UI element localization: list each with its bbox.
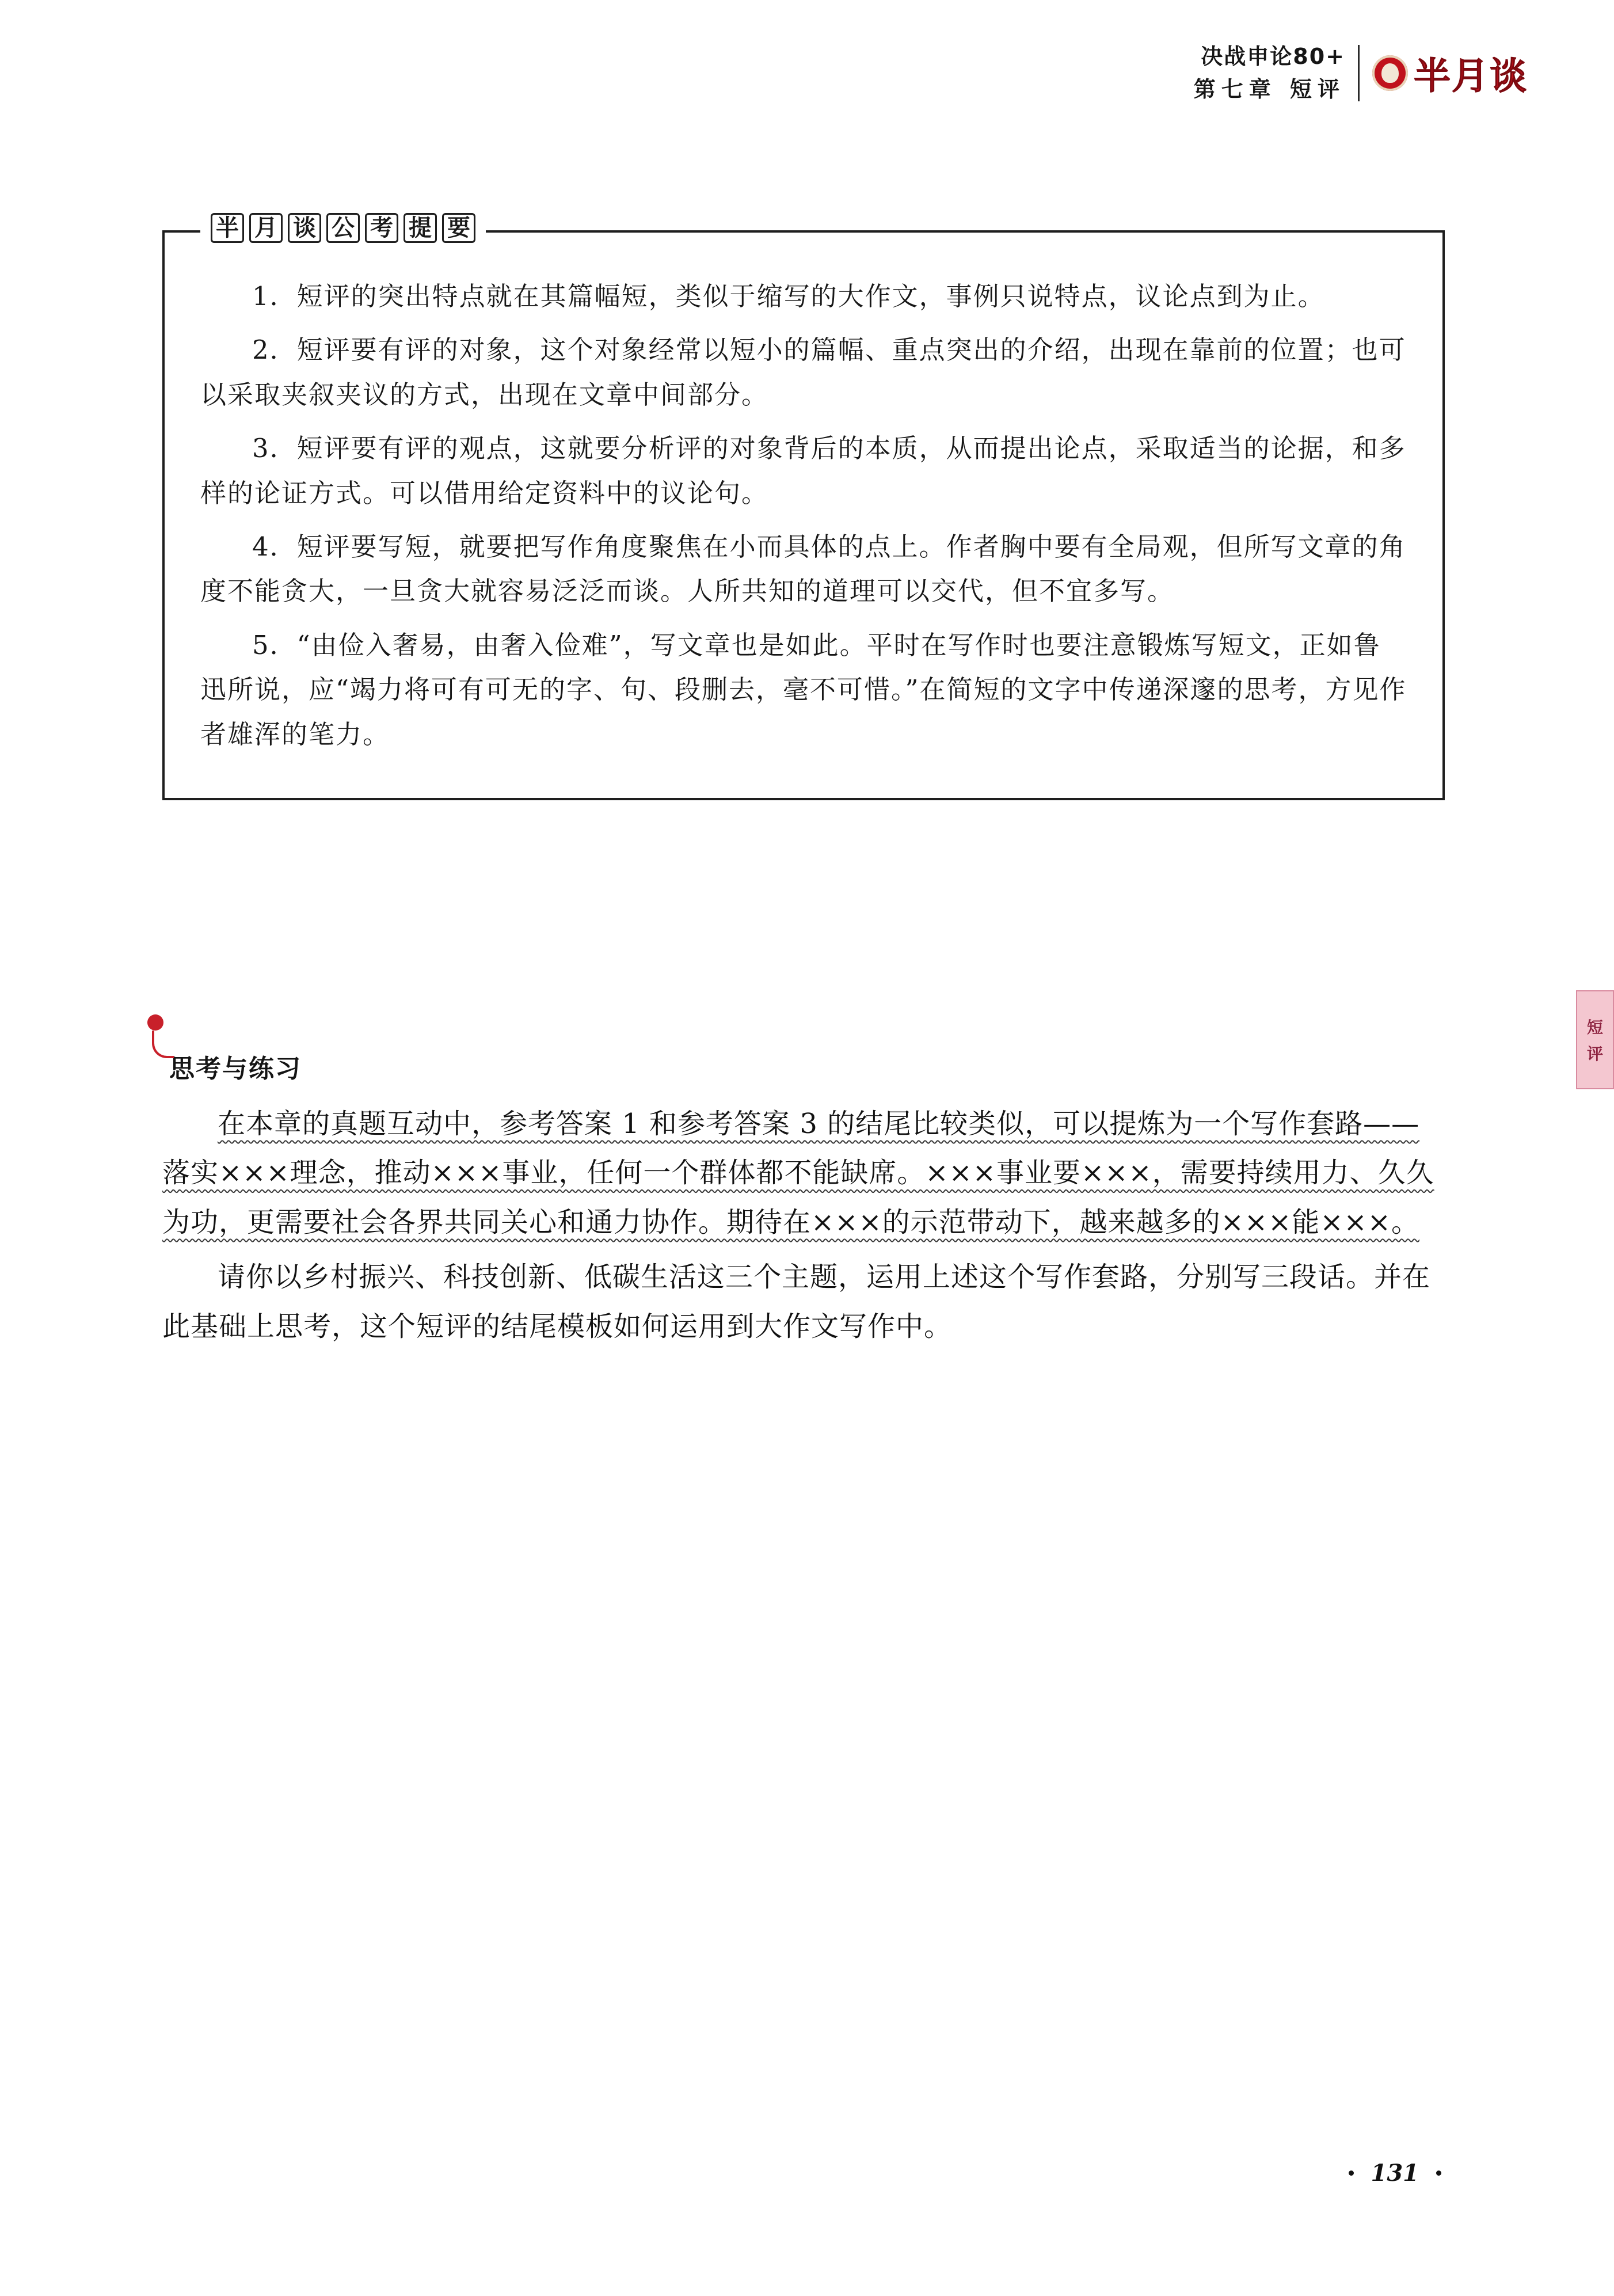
side-tab-char: 评 [1586,1044,1603,1063]
brand-logo [1372,47,1528,100]
box-body [200,274,1407,757]
footer-dot-icon [1349,2170,1354,2176]
page-number: 131 [1371,2160,1419,2187]
page-header [1194,40,1528,106]
side-tab-duanping [1576,990,1614,1089]
box-title-char: 公 [326,213,360,243]
summary-item: 5．“由俭入奢易，由奢入俭难”，写文章也是如此。平时在写作时也要注意锻炼写短文，正如鲁迅所说，应“竭力将可有可无的字、句、段删去，毫不可惜。”在简短的文字中传递深邃的思考，方见作者雄浑的笔力。 [200,629,1407,750]
brand-name: 半月谈 [1414,55,1528,98]
summary-item: 4．短评要写短，就要把写作角度聚焦在小而具体的点上。作者胸中要有全局观，但所写文章的角度不能贪大，一旦贪大就容易泛泛而谈。人所共知的道理可以交代，但不宜多写。 [200,531,1406,607]
header-divider [1358,45,1360,101]
footer-dot-icon [1436,2170,1441,2176]
annotation-dot-icon [147,1014,163,1031]
box-title-char: 月 [249,213,283,243]
header-series-title: 决战申论80+ [1201,44,1345,69]
summary-item: 3．短评要有评的观点，这就要分析评的对象背后的本质，从而提出论点，采取适当的论据，和多样的论证方式。可以借用给定资料中的议论句。 [200,433,1406,508]
box-title-char: 谈 [288,213,321,243]
annotation-curve-icon [152,1031,174,1058]
header-breadcrumb [1194,40,1345,106]
summary-item: 2．短评要有评的对象，这个对象经常以短小的篇幅、重点突出的介绍，出现在靠前的位置；也可以采取夹叙夹议的方式，出现在文章中间部分。 [200,334,1406,410]
box-title-char: 要 [442,213,475,243]
exercise-heading: 思考与练习 [169,1048,1445,1085]
box-title-char: 半 [211,213,244,243]
summary-item: 1．短评的突出特点就在其篇幅短，类似于缩写的大作文，事例只说特点，议论点到为止。 [252,281,1325,311]
box-title-char: 提 [404,213,437,243]
page-footer [1349,2160,1442,2187]
side-tab-char: 短 [1586,1018,1603,1037]
header-chapter-title: 第七章 短评 [1193,77,1345,102]
box-title [200,213,486,243]
exercise-paragraph: 在本章的真题互动中，参考答案 1 和参考答案 3 的结尾比较类似，可以提炼为一个写作套路——落实×××理念，推动×××事业，任何一个群体都不能缺席。×××事业要×××，需要持续用力、久久为功，更需要社会各界共同关心和通力协作。期待在×××的示范带动下，越来越多的×××能×××。 [162,1108,1434,1238]
exercise-section [162,1048,1445,1357]
exercise-paragraph: 请你以乡村振兴、科技创新、低碳生活这三个主题，运用上述这个写作套路，分别写三段话。并在此基础上思考，这个短评的结尾模板如何运用到大作文写作中。 [162,1261,1431,1343]
seal-icon [1372,55,1408,91]
exam-summary-box [162,215,1445,800]
box-title-char: 考 [365,213,398,243]
